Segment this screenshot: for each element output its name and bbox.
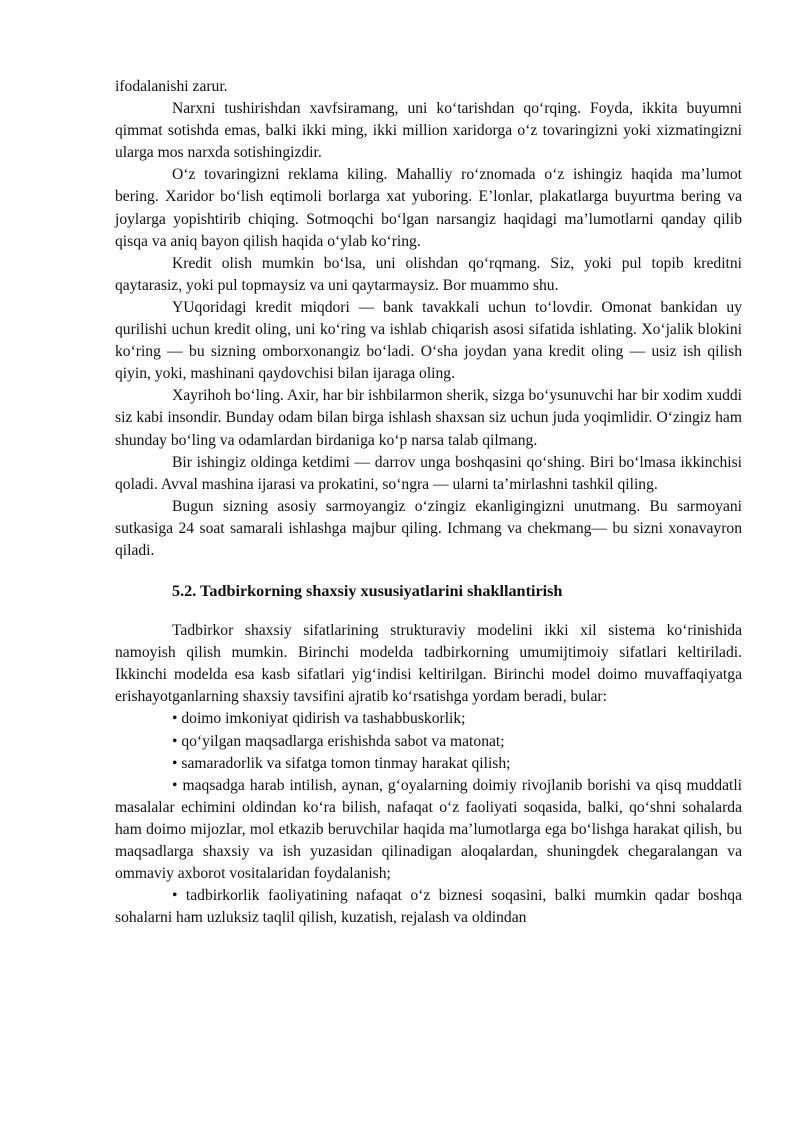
- list-item: [115, 775, 742, 885]
- bullet-mark: •: [172, 732, 178, 750]
- bullet-mark: •: [172, 776, 178, 794]
- list-item-text: qo‘yilgan maqsadlarga erishishda sabot va matonat;: [181, 732, 505, 750]
- list-item: [115, 753, 742, 775]
- list-item-text: samaradorlik va sifatga tomon tinmay harakat qilish;: [181, 754, 511, 772]
- section-heading: 5.2. Tadbirkorning shaxsiy xususiyatlarini shakllantirish: [172, 582, 563, 601]
- paragraph-advertising: O‘z tovaringizni reklama kiling. Mahalliy ro‘znomada o‘z ishingiz haqida ma’lumot bering. Xaridor bo‘lish eqtimoli borlarga xat yuboring. E’lonlar, plakatlarga buyurtma bering va joylarga yopishtirib chiqing. Sotmoqchi bo‘lgan narsangiz haqidagi ma’lumotlarni qanday qilib qisqa va aniq bayon qilish haqida o‘ylab ko‘ring.: [115, 166, 742, 250]
- document-page: [115, 76, 742, 929]
- paragraph-expansion: Bir ishingiz oldinga ketdimi — darrov unga boshqasini qo‘shing. Biri bo‘lmasa ikkinchisi qoladi. Avval mashina ijarasi va prokatini, so‘ngra — ularni ta’mirlashni tashkil qiling.: [115, 453, 742, 493]
- list-item-text: tadbirkorlik faoliyatining nafaqat o‘z biznesi soqasini, balki mumkin qadar boshqa sohalarni ham uzluksiz taqlil qilish, kuzatish, rejalash va oldindan: [115, 887, 742, 927]
- bullet-mark: •: [172, 710, 178, 728]
- list-item-text: doimo imkoniyat qidirish va tashabbuskorlik;: [181, 710, 466, 728]
- qualities-list: [115, 708, 742, 929]
- paragraph-pricing: Narxni tushirishdan xavfsiramang, uni ko‘tarishdan qo‘rqing. Foyda, ikkita buyumni qimmat sotishda emas, balki ikki ming, ikki million xaridorga o‘z tovaringizni yoki xizmatingizni ularga mos narxda sotishingizdir.: [115, 100, 742, 162]
- section-intro-paragraph: Tadbirkor shaxsiy sifatlarining strukturaviy modelini ikki xil sistema ko‘rinishida namoyish qilish mumkin. Birinchi modelda tadbirkorning umumijtimoiy sifatlari keltiriladi. Ikkinchi modelda esa kasb sifatlari yig‘indisi keltirilgan. Birinchi model doimo muvaffaqiyatga erishayotganlarning shaxsiy tavsifini ajratib ko‘rsatishga yordam beradi, bular:: [115, 622, 742, 706]
- list-item: [115, 731, 742, 753]
- paragraph-credit-amount: YUqoridagi kredit miqdori — bank tavakkali uchun to‘lovdir. Omonat bankidan uy qurilishi uchun kredit oling, uni ko‘ring va ishlab chiqarish asosi sifatida ishlating. Xo‘jalik blokini ko‘ring — bu sizning omborxonangiz bo‘ladi. O‘sha joydan yana kredit oling — usiz ish qilish qiyin, yoki, mashinani qaydovchisi bilan ijaraga oling.: [115, 298, 742, 383]
- paragraph-self-capital: Bugun sizning asosiy sarmoyangiz o‘zingiz ekanligingizni unutmang. Bu sarmoyani sutkasiga 24 soat samarali ishlashga majbur qiling. Ichmang va chekmang— bu sizni xonavayron qiladi.: [115, 497, 742, 559]
- bullet-mark: •: [172, 887, 178, 905]
- paragraph-continuation: ifodalanishi zarur.: [115, 78, 228, 95]
- list-item: [115, 708, 742, 730]
- paragraph-kindness: Xayrihoh bo‘ling. Axir, har bir ishbilarmon sherik, sizga bo‘ysunuvchi har bir xodim xuddi siz kabi insondir. Bunday odam bilan birga ishlash shaxsan siz uchun juda yoqimlidir. O‘zingiz ham shunday bo‘ling va odamlardan birdaniga ko‘p narsa talab qilmang.: [115, 387, 742, 449]
- list-item-text: maqsadga harab intilish, aynan, g‘oyalarning doimiy rivojlanib borishi va qisq muddatli masalalar echimini oldindan ko‘ra bilish, nafaqat o‘z faoliyati soqasida, balki, qo‘shni sohalarda ham doimo mijozlar, mol etkazib beruvchilar haqida ma’lumotlarga ega bo‘lishga harakat qilish, bu maqsadlarga shaxsiy va ish yuzasidan qilinadigan aloqalardan, shuningdek chegaralangan va ommaviy axborot vositalaridan foydalanish;: [115, 776, 743, 883]
- bullet-mark: •: [172, 754, 178, 772]
- list-item: [115, 885, 742, 929]
- paragraph-credit: Kredit olish mumkin bo‘lsa, uni olishdan qo‘rqmang. Siz, yoki pul topib kreditni qaytarasiz, yoki pul topmaysiz va uni qaytarmaysiz. Bor muammo shu.: [115, 254, 742, 294]
